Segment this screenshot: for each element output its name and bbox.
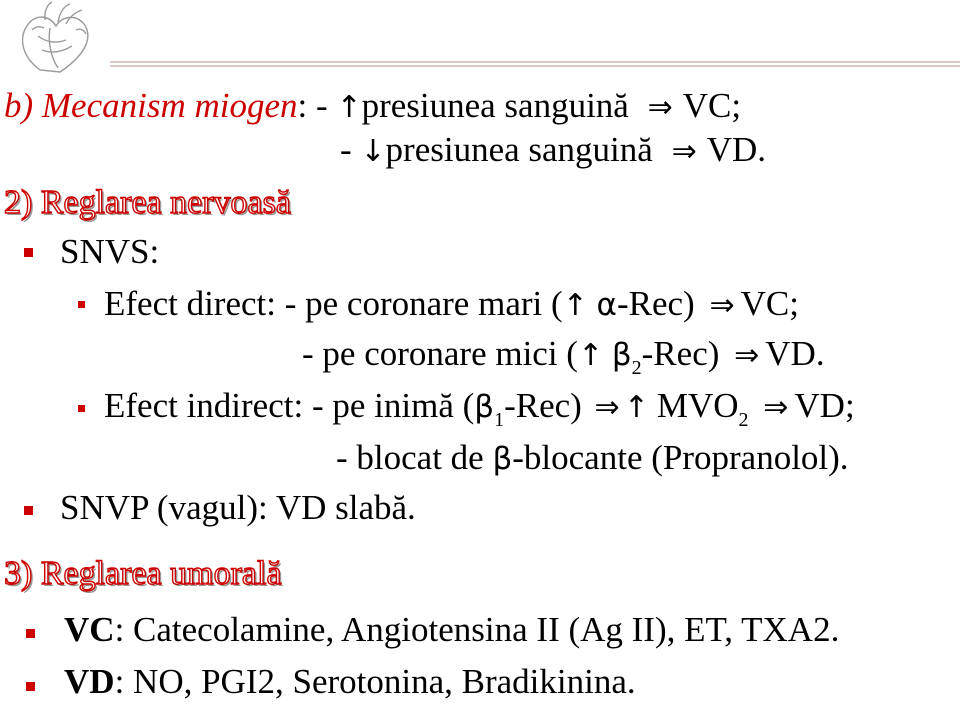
direct-rec-1: -Rec) — [616, 284, 695, 323]
indirect-text-2: - blocat de — [336, 438, 493, 477]
vc-text: : Catecolamine, Angiotensina II (Ag II), ET, TXA2. — [114, 610, 840, 649]
square-bullet-icon — [24, 506, 33, 515]
implies-arrow-icon: ⇒ — [763, 390, 789, 425]
arrow-up-icon: ↑ — [336, 90, 362, 125]
miogen-text-2: presiunea sanguină — [385, 130, 653, 169]
header-rule — [110, 60, 960, 70]
heart-logo-icon — [0, 0, 120, 80]
arrow-up-icon: ↑ — [562, 288, 588, 323]
heading-b-colon: : — [297, 86, 308, 125]
indirect-line-1 — [104, 386, 855, 440]
implies-arrow-icon: ⇒ — [709, 288, 735, 323]
arrow-down-icon: ↓ — [360, 134, 386, 169]
snvp-text: SNVP (vagul): VD slabă. — [60, 488, 416, 527]
implies-arrow-icon: ⇒ — [647, 90, 673, 125]
beta-subscript: 2 — [631, 357, 642, 379]
square-bullet-icon — [24, 248, 33, 257]
indirect-text-1: - pe inimă ( — [311, 386, 475, 425]
vd-text: : NO, PGI2, Serotonina, Bradikinina. — [114, 662, 636, 701]
beta-symbol: β — [474, 389, 495, 425]
section-2-title: 2) Reglarea nervoasă — [4, 184, 291, 221]
miogen-line-2 — [340, 130, 766, 172]
indirect-result-1: VD; — [794, 386, 855, 425]
arrow-up-icon: ↑ — [623, 390, 649, 425]
direct-text-1: - pe coronare mari ( — [284, 284, 563, 323]
beta-subscript: 1 — [494, 409, 505, 431]
direct-label: Efect direct: — [104, 284, 276, 323]
indirect-rest-2: -blocante (Propranolol). — [512, 438, 849, 477]
direct-result-1: VC; — [740, 284, 799, 323]
implies-arrow-icon: ⇒ — [594, 390, 620, 425]
mvo-subscript: 2 — [738, 409, 749, 431]
arrow-up-icon: ↑ — [577, 338, 604, 373]
beta-symbol: β — [611, 337, 632, 373]
heading-b-title: Mecanism miogen — [41, 86, 298, 125]
direct-result-2: VD. — [765, 334, 825, 373]
direct-text-2: - pe coronare mici ( — [302, 334, 578, 373]
section-3-title: 3) Reglarea umorală — [4, 555, 282, 592]
square-bullet-icon — [78, 301, 85, 308]
vd-label: VD — [64, 662, 115, 701]
miogen-result-1: VC; — [682, 86, 742, 125]
square-bullet-icon — [78, 405, 85, 412]
umoral-vc-line — [64, 610, 839, 650]
miogen-line-1 — [4, 86, 741, 128]
direct-line-2 — [302, 334, 825, 388]
miogen-dash-1: - — [316, 86, 337, 125]
indirect-label: Efect indirect: — [104, 386, 304, 425]
heading-b-label: b) — [4, 86, 34, 125]
square-bullet-icon — [26, 682, 35, 691]
indirect-rec-1: -Rec) — [504, 386, 582, 425]
direct-rec-2: -Rec) — [641, 334, 720, 373]
indirect-line-2 — [336, 438, 849, 479]
square-bullet-icon — [26, 629, 35, 638]
miogen-result-2: VD. — [706, 130, 767, 169]
umoral-vd-line — [64, 662, 636, 702]
alpha-symbol: α — [596, 287, 617, 323]
beta-symbol: β — [492, 441, 513, 477]
implies-arrow-icon: ⇒ — [671, 134, 697, 169]
miogen-dash-2: - — [340, 130, 361, 169]
miogen-text-1: presiunea sanguină — [361, 86, 629, 125]
vc-label: VC — [64, 610, 115, 649]
mvo-label: MVO — [656, 386, 739, 425]
snvs-label: SNVS: — [60, 232, 160, 271]
direct-line-1 — [104, 284, 799, 326]
implies-arrow-icon: ⇒ — [734, 338, 760, 373]
